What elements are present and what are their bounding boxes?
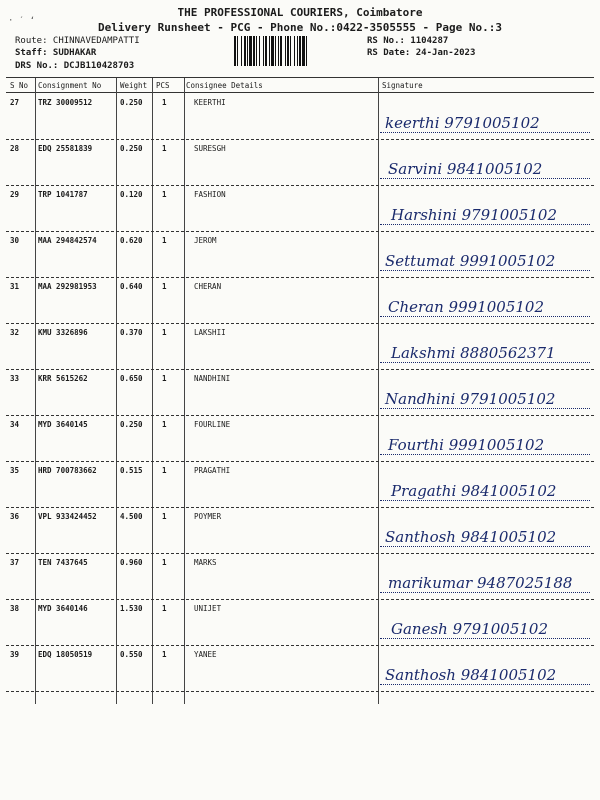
col-weight: Weight (120, 81, 148, 90)
barcode-bar (244, 36, 246, 66)
signature-line (380, 316, 590, 317)
row-consignment: VPL 933424452 (38, 512, 97, 521)
table-header (6, 80, 594, 92)
row-consignee: SURESGH (194, 144, 226, 153)
staff-label: Staff: SUDHAKAR (15, 48, 97, 58)
handwritten-signature: marikumar 9487025188 (388, 574, 573, 592)
barcode-bar (271, 36, 274, 66)
signature-line (380, 224, 590, 225)
handwritten-signature: Nandhini 9791005102 (385, 390, 556, 408)
row-sno: 34 (10, 420, 20, 429)
row-weight: 0.550 (120, 650, 143, 659)
signature-line (380, 638, 590, 639)
row-consignee: PRAGATHI (194, 466, 231, 475)
row-sno: 35 (10, 466, 20, 475)
barcode-bar (237, 36, 238, 66)
col-signature: Signature (382, 81, 423, 90)
barcode-bar (299, 36, 301, 66)
row-weight: 0.120 (120, 190, 143, 199)
signature-line (380, 362, 590, 363)
barcode-bar (285, 36, 286, 66)
row-pcs: 1 (162, 650, 167, 659)
row-pcs: 1 (162, 328, 167, 337)
row-weight: 0.650 (120, 374, 143, 383)
row-consignment: MYD 3640146 (38, 604, 88, 613)
row-sno: 39 (10, 650, 20, 659)
row-pcs: 1 (162, 558, 167, 567)
barcode-bar (297, 36, 298, 66)
row-consignment: HRD 700783662 (38, 466, 97, 475)
row-pcs: 1 (162, 282, 167, 291)
row-consignment: EDQ 18050519 (38, 650, 93, 659)
handwritten-signature: Harshini 9791005102 (391, 206, 558, 224)
row-pcs: 1 (162, 420, 167, 429)
barcode-bar (234, 36, 236, 66)
row-weight: 0.515 (120, 466, 143, 475)
row-weight: 0.960 (120, 558, 143, 567)
barcode-bar (280, 36, 282, 66)
row-consignment: EDQ 25581839 (38, 144, 93, 153)
row-consignment: MAA 294842574 (38, 236, 97, 245)
row-consignee: NANDHINI (194, 374, 231, 383)
row-sno: 30 (10, 236, 20, 245)
row-pcs: 1 (162, 98, 167, 107)
barcode-bar (294, 36, 295, 66)
row-sno: 33 (10, 374, 20, 383)
row-pcs: 1 (162, 466, 167, 475)
row-sno: 31 (10, 282, 20, 291)
row-consignment: KMU 3326896 (38, 328, 88, 337)
row-pcs: 1 (162, 374, 167, 383)
row-sno: 27 (10, 98, 20, 107)
barcode-bar (302, 36, 305, 66)
signature-line (380, 500, 590, 501)
row-consignee: FOURLINE (194, 420, 231, 429)
row-consignee: FASHION (194, 190, 226, 199)
barcode-bar (278, 36, 279, 66)
row-consignment: KRR 5615262 (38, 374, 88, 383)
barcode-bar (263, 36, 264, 66)
row-consignee: LAKSHII (194, 328, 226, 337)
handwritten-signature: keerthi 9791005102 (385, 114, 540, 132)
row-consignment: TEN 7437645 (38, 558, 88, 567)
signature-line (380, 408, 590, 409)
signature-line (380, 270, 590, 271)
row-consignee: UNIJET (194, 604, 222, 613)
handwritten-signature: Sarvini 9841005102 (388, 160, 543, 178)
table-top-rule (6, 77, 594, 78)
barcode-bar (287, 36, 289, 66)
document-subtitle: Delivery Runsheet - PCG - Phone No.:0422-3505555 - Page No.:3 (98, 21, 502, 34)
row-weight: 0.250 (120, 98, 143, 107)
drs-number: DRS No.: DCJB110428703 (15, 61, 135, 71)
handwritten-signature: Fourthi 9991005102 (388, 436, 545, 454)
barcode (234, 36, 362, 66)
rs-number: RS No.: 1104287 (367, 36, 449, 46)
document-title: THE PROFESSIONAL COURIERS, Coimbatore (177, 6, 423, 19)
row-sno: 32 (10, 328, 20, 337)
row-weight: 0.250 (120, 144, 143, 153)
row-consignee: CHERAN (194, 282, 222, 291)
signature-line (380, 592, 590, 593)
row-weight: 0.250 (120, 420, 143, 429)
barcode-bar (247, 36, 248, 66)
barcode-bar (253, 36, 255, 66)
handwritten-signature: Santhosh 9841005102 (385, 666, 557, 684)
handwritten-signature: Ganesh 9791005102 (391, 620, 549, 638)
barcode-bar (256, 36, 257, 66)
col-consignment: Consignment No (38, 81, 102, 90)
signature-line (380, 132, 590, 133)
barcode-bar (259, 36, 260, 66)
row-sno: 28 (10, 144, 20, 153)
col-sno: S No (10, 81, 29, 90)
rs-date: RS Date: 24-Jan-2023 (367, 48, 476, 58)
row-weight: 1.530 (120, 604, 143, 613)
row-separator (6, 691, 594, 692)
table-header-rule (6, 92, 594, 93)
handwritten-signature: Santhosh 9841005102 (385, 528, 557, 546)
route-label: Route: CHINNAVEDAMPATTI (15, 36, 140, 46)
row-consignee: JEROM (194, 236, 217, 245)
barcode-bar (241, 36, 242, 66)
row-pcs: 1 (162, 604, 167, 613)
col-pcs: PCS (156, 81, 170, 90)
row-consignee: KEERTHI (194, 98, 226, 107)
row-consignee: YANEE (194, 650, 217, 659)
row-weight: 0.620 (120, 236, 143, 245)
handwritten-signature: Lakshmi 8880562371 (391, 344, 556, 362)
handwritten-signature: Cheran 9991005102 (388, 298, 544, 316)
col-consignee: Consignee Details (186, 81, 263, 90)
barcode-bar (249, 36, 252, 66)
row-consignment: TRP 1041787 (38, 190, 88, 199)
row-sno: 38 (10, 604, 20, 613)
row-weight: 4.500 (120, 512, 143, 521)
row-pcs: 1 (162, 236, 167, 245)
barcode-bar (306, 36, 307, 66)
signature-line (380, 684, 590, 685)
row-sno: 37 (10, 558, 20, 567)
row-consignee: MARKS (194, 558, 217, 567)
row-sno: 36 (10, 512, 20, 521)
row-consignment: TRZ 30009512 (38, 98, 93, 107)
row-weight: 0.640 (120, 282, 143, 291)
handwritten-signature: Pragathi 9841005102 (391, 482, 557, 500)
row-pcs: 1 (162, 512, 167, 521)
signature-line (380, 454, 590, 455)
row-weight: 0.370 (120, 328, 143, 337)
barcode-bar (290, 36, 291, 66)
row-pcs: 1 (162, 190, 167, 199)
handwritten-signature: Settumat 9991005102 (385, 252, 556, 270)
barcode-bar (275, 36, 276, 66)
barcode-bar (269, 36, 270, 66)
row-sno: 29 (10, 190, 20, 199)
row-consignment: MAA 292981953 (38, 282, 97, 291)
signature-line (380, 178, 590, 179)
corner-mark: · ′ ʻ (8, 16, 36, 26)
signature-line (380, 546, 590, 547)
row-consignment: MYD 3640145 (38, 420, 88, 429)
row-pcs: 1 (162, 144, 167, 153)
barcode-bar (265, 36, 267, 66)
row-consignee: POYMER (194, 512, 222, 521)
